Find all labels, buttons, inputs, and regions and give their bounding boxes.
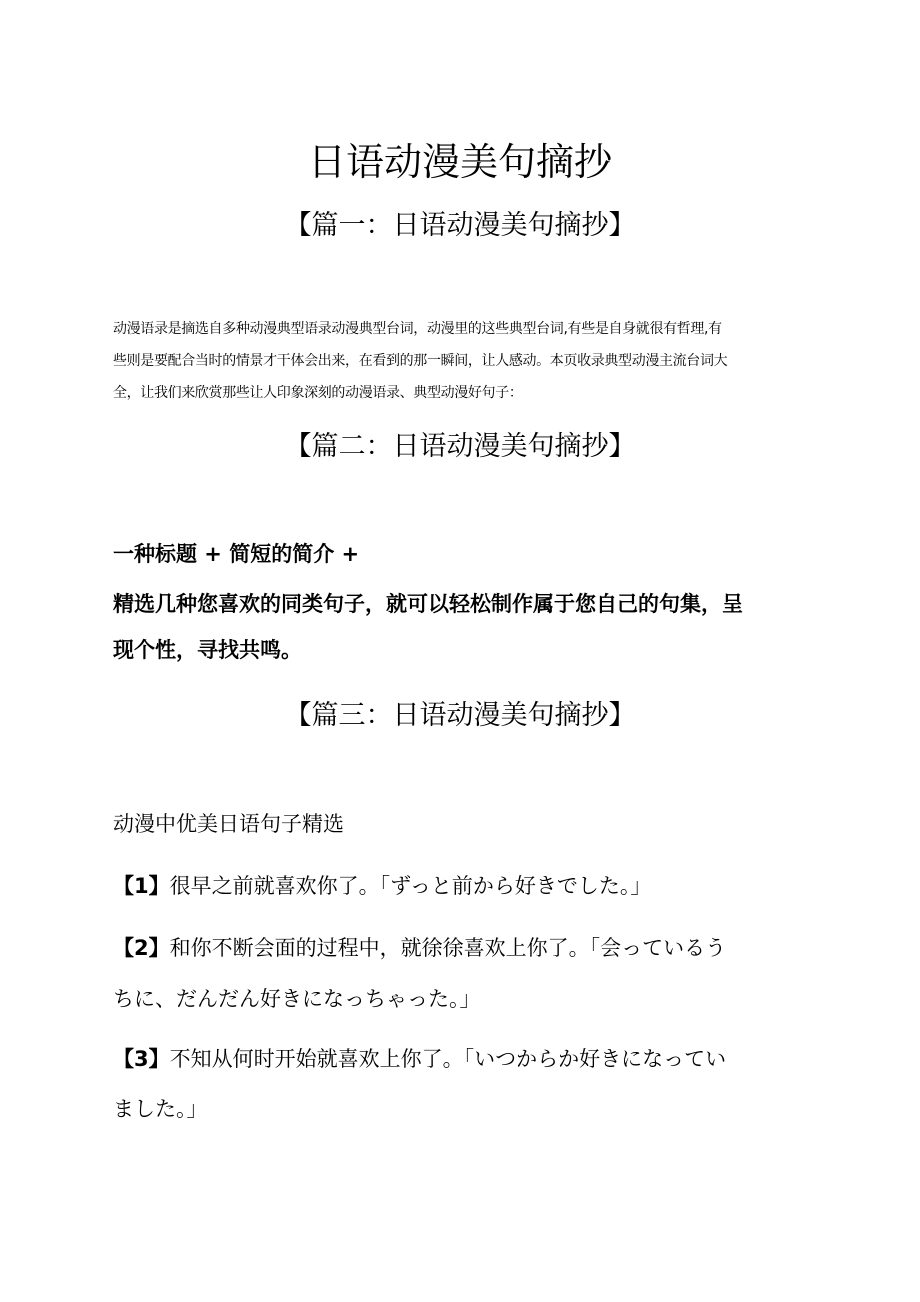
quote-item-3: [113, 1043, 726, 1075]
quote-item-3-continued: ました。」: [113, 1097, 208, 1121]
document-title: 日语动漫美句摘抄: [307, 140, 612, 185]
quote-text: 和你不断会面的过程中，就徐徐喜欢上你了。「会っているう: [169, 936, 727, 960]
quote-item-1: [113, 870, 651, 902]
section-2-heading: 【篇二：日语动漫美句摘抄】: [284, 431, 636, 462]
section-2-line: 一种标题 + 简短的简介 +: [113, 542, 360, 566]
quote-number: 【1】: [113, 874, 170, 898]
quote-text: 不知从何时开始就喜欢上你了。「いつからか好きになってい: [169, 1047, 727, 1071]
section-1-paragraph-line: 些则是要配合当时的情景才干体会出来，在看到的那一瞬间，让人感动。本页收录典型动漫主流台词大: [113, 353, 728, 369]
section-3-subheading: 动漫中优美日语句子精选: [113, 812, 344, 836]
quote-text: 很早之前就喜欢你了。「ずっと前から好きでした。」: [169, 874, 652, 898]
section-2-line: 现个性，寻找共鸣。: [113, 638, 302, 662]
quote-item-2-continued: ちに、だんだん好きになっちゃった。」: [113, 987, 481, 1011]
quote-item-2: [113, 932, 726, 964]
quote-number: 【3】: [113, 1047, 170, 1071]
section-2-line: 精选几种您喜欢的同类句子，就可以轻松制作属于您自己的句集，呈: [113, 592, 743, 616]
section-1-paragraph-line: 动漫语录是摘选自多种动漫典型语录动漫典型台词，动漫里的这些典型台词,有些是自身就很有哲理,有: [113, 321, 722, 337]
section-1-paragraph-line: 全，让我们来欣赏那些让人印象深刻的动漫语录、典型动漫好句子：: [113, 385, 523, 401]
section-1-heading: 【篇一：日语动漫美句摘抄】: [284, 210, 636, 241]
quote-number: 【2】: [113, 936, 170, 960]
section-3-heading: 【篇三：日语动漫美句摘抄】: [284, 700, 636, 731]
